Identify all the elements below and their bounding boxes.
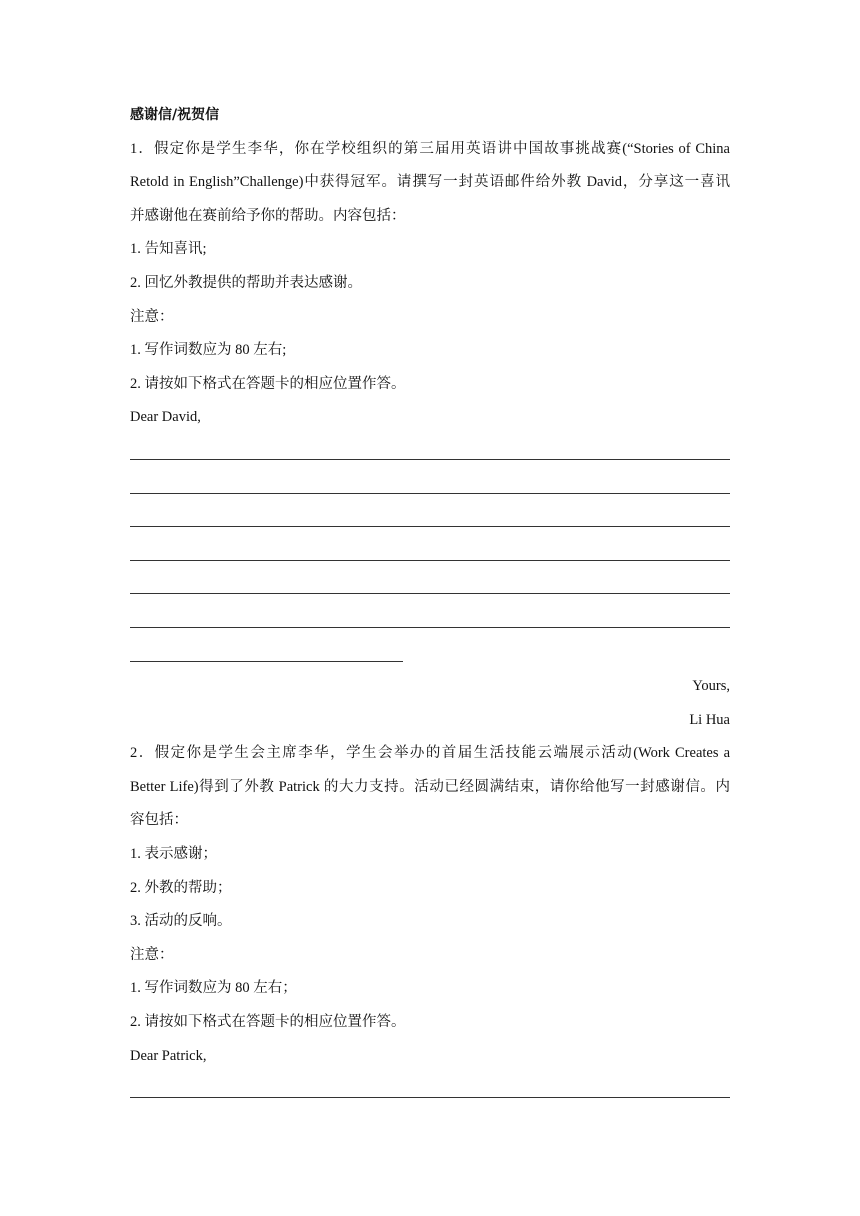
question-2-note: 1. 写作词数应为 80 左右； — [130, 980, 297, 997]
question-2-salutation: Dear Patrick, — [130, 1047, 207, 1064]
question-2-point: 3. 活动的反响。 — [130, 913, 232, 930]
question-1-text-line: Retold in English”Challenge)中获得冠军。请撰写一封英语邮件给外教 David，分享这一喜讯 — [130, 174, 730, 191]
question-1-answer-area[interactable] — [130, 435, 730, 670]
question-1-note: 2. 请按如下格式在答题卡的相应位置作答。 — [130, 375, 406, 392]
question-2-answer-area[interactable] — [130, 1073, 730, 1107]
question-1-signature: Li Hua — [689, 711, 730, 728]
question-2-note: 2. 请按如下格式在答题卡的相应位置作答。 — [130, 1014, 406, 1031]
answer-line[interactable] — [130, 469, 730, 503]
answer-line[interactable] — [130, 536, 730, 570]
answer-line[interactable] — [130, 603, 730, 637]
answer-line-short[interactable] — [130, 637, 730, 671]
question-1-note: 1. 写作词数应为 80 左右; — [130, 342, 287, 359]
question-1-note-label: 注意： — [130, 308, 174, 325]
question-1-point: 2. 回忆外教提供的帮助并表达感谢。 — [130, 274, 362, 291]
question-2-point: 1. 表示感谢； — [130, 846, 217, 863]
question-1-point: 1. 告知喜讯; — [130, 241, 207, 258]
question-1-text-line: 并感谢他在赛前给予你的帮助。内容包括： — [130, 207, 406, 224]
document-content — [130, 99, 730, 1107]
question-1-salutation: Dear David, — [130, 409, 201, 426]
question-2-text-line: Better Life)得到了外教 Patrick 的大力支持。活动已经圆满结束，请你给他写一封感谢信。内 — [130, 778, 730, 795]
answer-line[interactable] — [130, 569, 730, 603]
question-1 — [130, 133, 730, 738]
answer-line[interactable] — [130, 502, 730, 536]
question-2-note-label: 注意： — [130, 946, 174, 963]
question-2-text-line: 2．假定你是学生会主席李华，学生会举办的首届生活技能云端展示活动(Work Creates a — [130, 745, 730, 762]
question-2 — [130, 737, 730, 1107]
question-2-text-line: 容包括： — [130, 812, 188, 829]
answer-line[interactable] — [130, 435, 730, 469]
question-1-closing: Yours, — [692, 678, 730, 695]
section-title: 感谢信/祝贺信 — [130, 107, 220, 123]
question-2-point: 2. 外教的帮助； — [130, 879, 232, 896]
question-1-text-line: 1．假定你是学生李华，你在学校组织的第三届用英语讲中国故事挑战赛(“Stories of China — [130, 140, 730, 157]
answer-line[interactable] — [130, 1073, 730, 1107]
